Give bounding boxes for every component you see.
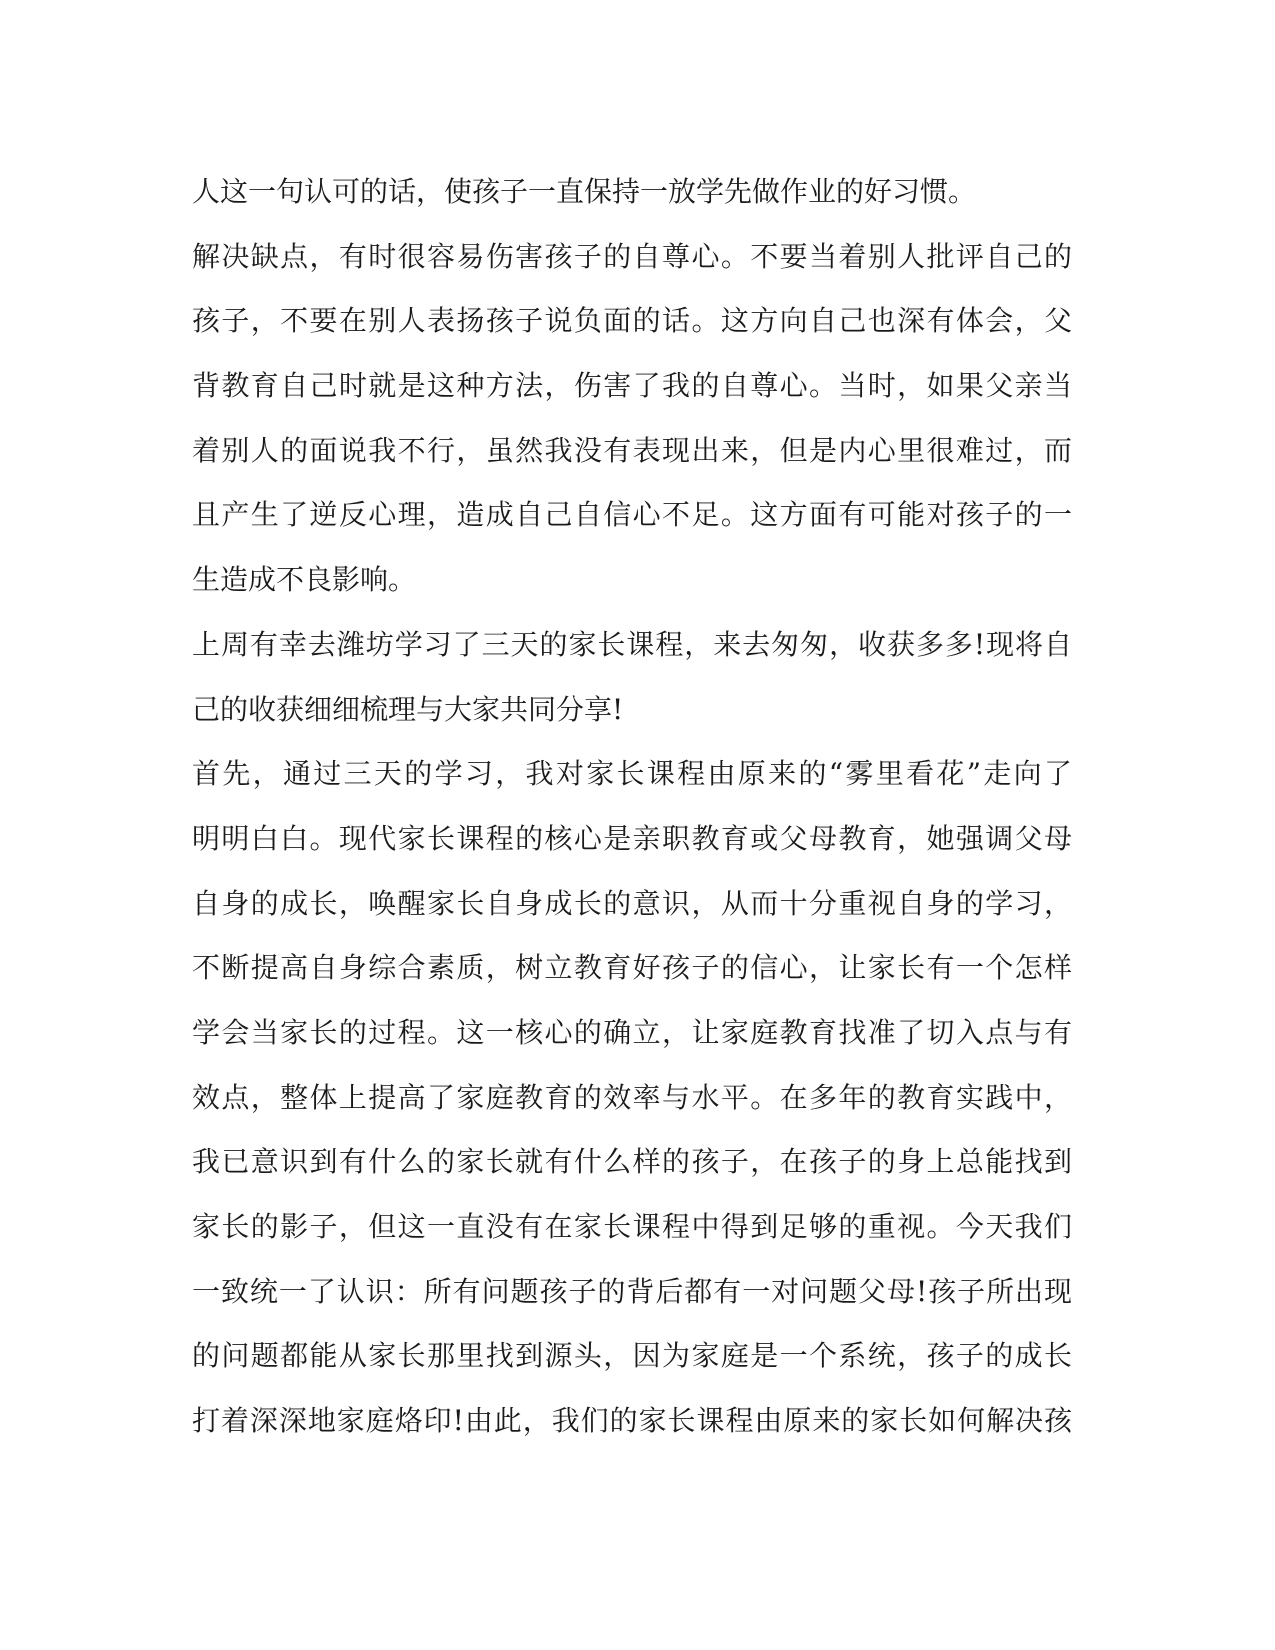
text-line: 我已意识到有什么的家长就有什么样的孩子，在孩子的身上总能找到 [192,1145,1072,1179]
text-line: 首先，通过三天的学习，我对家长课程由原来的“雾里看花”走向了 [192,757,1072,791]
text-line: 效点，整体上提高了家庭教育的效率与水平。在多年的教育实践中， [192,1080,1072,1114]
text-line: 的问题都能从家长那里找到源头，因为家庭是一个系统，孩子的成长 [192,1339,1072,1373]
text-line: 一致统一了认识：所有问题孩子的背后都有一对问题父母!孩子所出现 [192,1274,1072,1308]
text-line: 打着深深地家庭烙印!由此，我们的家长课程由原来的家长如何解决孩 [192,1404,1072,1438]
text-line: 己的收获细细梳理与大家共同分享! [192,692,624,726]
text-line: 学会当家长的过程。这一核心的确立，让家庭教育找准了切入点与有 [192,1015,1072,1049]
text-line: 着别人的面说我不行，虽然我没有表现出来，但是内心里很难过，而 [192,433,1072,467]
text-line: 不断提高自身综合素质，树立教育好孩子的信心，让家长有一个怎样 [192,951,1072,985]
text-line: 人这一句认可的话，使孩子一直保持一放学先做作业的好习惯。 [192,175,977,208]
text-line: 自身的成长，唤醒家长自身成长的意识，从而十分重视自身的学习， [192,886,1072,920]
text-line: 孩子，不要在别人表扬孩子说负面的话。这方向自己也深有体会，父 [192,304,1072,338]
text-line: 上周有幸去潍坊学习了三天的家长课程，来去匆匆，收获多多!现将自 [192,627,1072,661]
text-line: 生造成不良影响。 [192,563,417,597]
text-line: 解决缺点，有时很容易伤害孩子的自尊心。不要当着别人批评自己的 [192,239,1072,273]
text-line: 明明白白。现代家长课程的核心是亲职教育或父母教育，她强调父母 [192,821,1072,855]
text-line: 家长的影子，但这一直没有在家长课程中得到足够的重视。今天我们 [192,1210,1072,1243]
body-text [192,160,1072,1454]
text-line: 背教育自己时就是这种方法，伤害了我的自尊心。当时，如果父亲当 [192,369,1072,403]
text-line: 且产生了逆反心理，造成自己自信心不足。这方面有可能对孩子的一 [192,498,1072,532]
